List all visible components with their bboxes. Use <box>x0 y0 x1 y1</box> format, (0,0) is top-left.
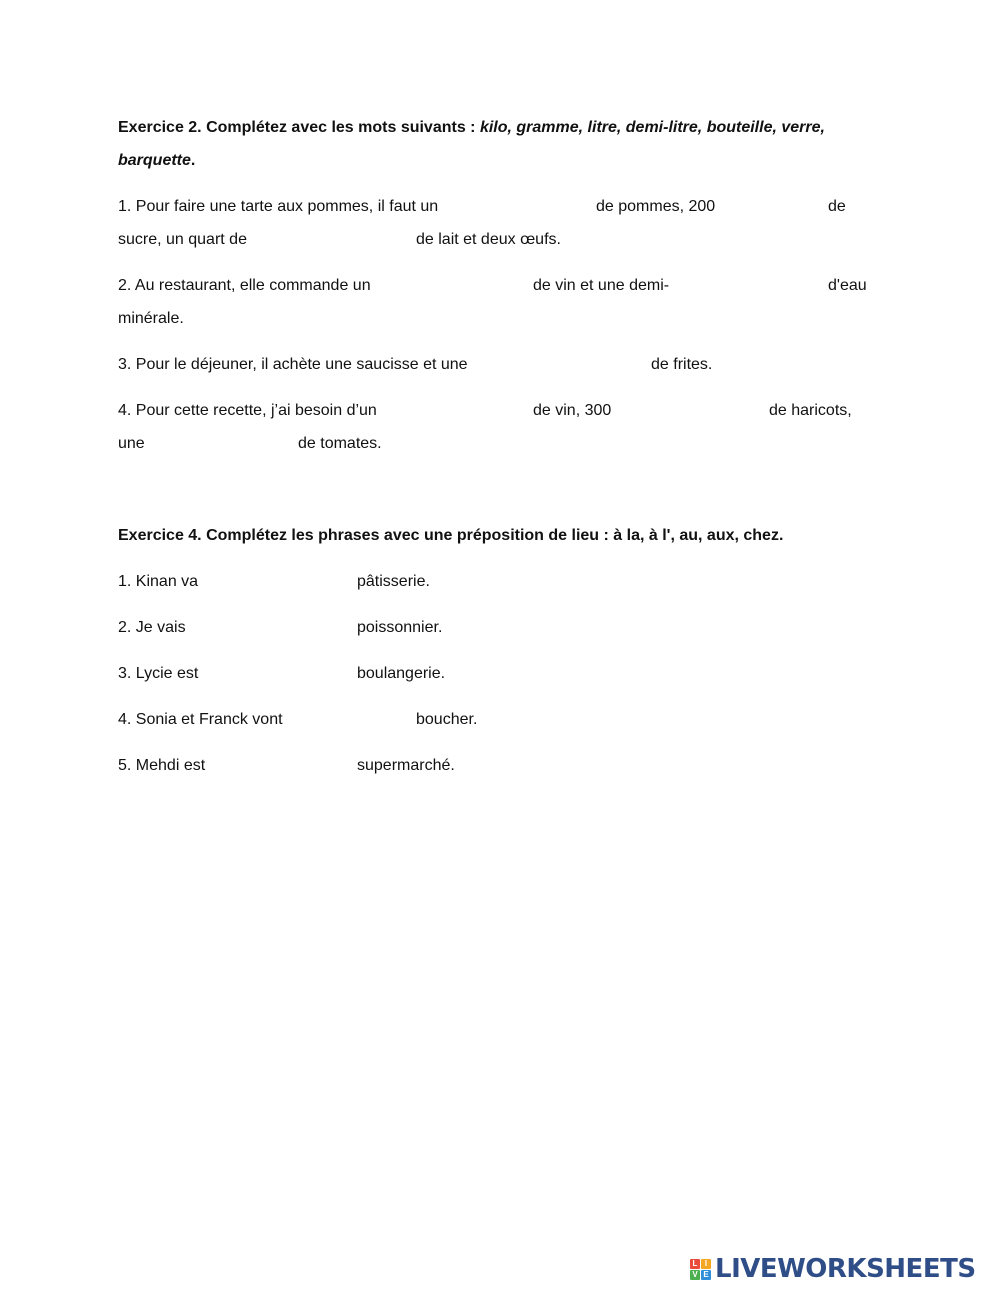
logo-mark-letter-e: E <box>701 1270 711 1280</box>
ex4-item-2-blank[interactable] <box>190 616 356 642</box>
ex2-q1-blank-2[interactable] <box>728 195 828 221</box>
ex2-q1-blank-1[interactable] <box>464 195 596 221</box>
ex4-item-4-text-b: boucher. <box>416 711 478 728</box>
ex4-item-5-blank[interactable] <box>216 754 356 780</box>
ex2-q2-blank-2[interactable] <box>684 274 826 300</box>
logo-mark-letter-l: L <box>690 1259 700 1269</box>
exercise-2-title-end: . <box>190 152 196 169</box>
ex2-q3-text-b: de frites. <box>651 356 713 373</box>
ex4-item-5-text-a: 5. Mehdi est <box>118 757 206 774</box>
liveworksheets-mark-icon <box>690 1259 711 1280</box>
ex2-q4-text-d: une <box>118 435 145 452</box>
ex2-q1-text-e: de lait et deux œufs. <box>416 231 561 248</box>
exercise-2-instruction: Exercice 2. Complétez avec les mots suivants : <box>118 119 480 136</box>
ex4-item-1-text-b: pâtisserie. <box>357 573 430 590</box>
ex2-q1-text-b: de pommes, 200 <box>596 198 716 215</box>
ex4-item-3-text-a: 3. Lycie est <box>118 665 199 682</box>
logo-mark-letter-i: I <box>701 1259 711 1269</box>
ex4-item-4-text-a: 4. Sonia et Franck vont <box>118 711 283 728</box>
ex2-q4-blank-1[interactable] <box>402 399 532 425</box>
ex2-q2-text-d: minérale. <box>118 310 184 327</box>
exercise-2-title <box>118 118 825 138</box>
ex4-item-3-text-b: boulangerie. <box>357 665 446 682</box>
ex2-q2-text-b: de vin et une demi- <box>533 277 670 294</box>
exercise-2-title-cont <box>118 151 195 171</box>
exercise-2-word-list-line2: barquette <box>118 152 191 169</box>
liveworksheets-logo <box>690 1254 976 1284</box>
ex2-q2-blank-1[interactable] <box>398 274 532 300</box>
ex2-q3-blank-1[interactable] <box>498 353 650 379</box>
ex4-item-2-text-b: poissonnier. <box>357 619 443 636</box>
ex2-q4-text-e: de tomates. <box>298 435 382 452</box>
ex2-q1-text-a: 1. Pour faire une tarte aux pommes, il faut un <box>118 198 439 215</box>
ex4-item-1-blank[interactable] <box>206 570 356 596</box>
exercise-2-word-list-line1: kilo, gramme, litre, demi-litre, bouteille, verre, <box>479 119 825 136</box>
ex4-item-1-text-a: 1. Kinan va <box>118 573 199 590</box>
ex4-item-5-text-b: supermarché. <box>357 757 455 774</box>
ex2-q2-text-c: d'eau <box>828 277 867 294</box>
ex2-q4-text-b: de vin, 300 <box>533 402 612 419</box>
ex2-q2-text-a: 2. Au restaurant, elle commande un <box>118 277 371 294</box>
ex2-q4-text-a: 4. Pour cette recette, j’ai besoin d’un <box>118 402 377 419</box>
ex2-q1-text-d: sucre, un quart de <box>118 231 247 248</box>
ex2-q4-text-c: de haricots, <box>769 402 852 419</box>
exercise-4-title: Exercice 4. Complétez les phrases avec une préposition de lieu : à la, à l', au, aux, chez. <box>118 527 784 544</box>
ex2-q4-blank-2[interactable] <box>620 399 768 425</box>
ex4-item-2-text-a: 2. Je vais <box>118 619 186 636</box>
ex2-q1-text-c: de <box>828 198 846 215</box>
ex2-q4-blank-3[interactable] <box>152 432 298 458</box>
liveworksheets-wordmark: LIVEWORKSHEETS <box>715 1254 976 1284</box>
logo-mark-letter-v: V <box>690 1270 700 1280</box>
ex4-item-3-blank[interactable] <box>208 662 356 688</box>
ex4-item-4-blank[interactable] <box>297 708 415 734</box>
ex2-q1-blank-3[interactable] <box>262 228 416 254</box>
ex2-q3-text-a: 3. Pour le déjeuner, il achète une saucisse et une <box>118 356 468 373</box>
